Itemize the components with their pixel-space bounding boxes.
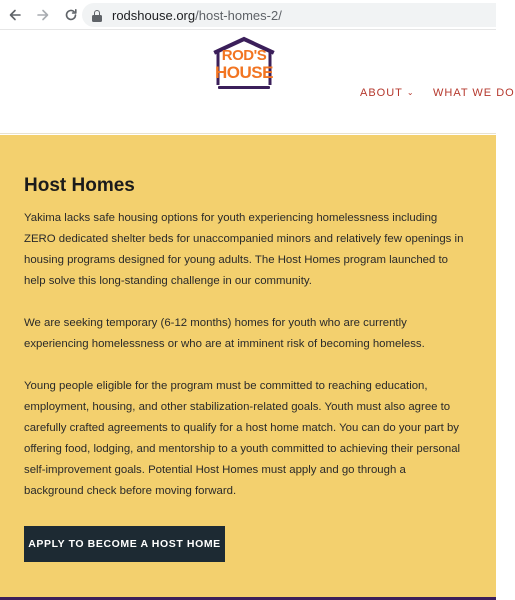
nav-item-about-label: ABOUT bbox=[360, 87, 403, 99]
address-bar[interactable] bbox=[82, 3, 496, 27]
intro-paragraph: Yakima lacks safe housing options for youth experiencing homelessness including ZERO dedicated shelter beds for unaccompanied minors and relatively few openings in housing programs designed for young adults. The Host Homes program launched to help solve this long-standing challenge in our community. bbox=[24, 212, 464, 287]
browser-toolbar bbox=[0, 0, 496, 30]
logo-text-line2: HOUSE bbox=[215, 63, 273, 82]
reload-button[interactable] bbox=[60, 4, 82, 26]
reload-icon bbox=[64, 8, 78, 22]
seeking-paragraph: We are seeking temporary (6-12 months) homes for youth who are currently experiencing homelessness or who are at imminent risk of becoming homeless. bbox=[24, 317, 425, 350]
nav-item-about[interactable] bbox=[360, 87, 415, 99]
url-domain: rodshouse.org bbox=[112, 7, 196, 23]
eligibility-paragraph: Young people eligible for the program must be committed to reaching education, employment, housing, and other stabilization-related goals. Youth must also agree to carefully crafted agreements to qualify for a host home match. You can do your part by offering food, lodging, and mentorship to a youth committed to achieving their personal self-improvement goals. Potential Host Homes must apply and go through a background check before moving forward. bbox=[24, 380, 461, 497]
site-header bbox=[0, 31, 515, 134]
arrow-left-icon bbox=[8, 8, 22, 22]
rods-house-logo[interactable] bbox=[212, 37, 276, 95]
logo-text-line1: ROD'S bbox=[221, 47, 267, 64]
host-homes-section bbox=[0, 135, 496, 597]
url-text bbox=[112, 8, 282, 23]
back-button[interactable] bbox=[4, 4, 26, 26]
apply-host-home-button[interactable]: APPLY TO BECOME A HOST HOME bbox=[24, 526, 225, 562]
arrow-right-icon bbox=[36, 8, 50, 22]
forward-button[interactable] bbox=[32, 4, 54, 26]
url-path: /host-homes-2/ bbox=[195, 7, 282, 23]
lock-icon bbox=[92, 10, 102, 21]
chevron-down-icon: ⌄ bbox=[406, 88, 415, 97]
nav-item-what-we-do[interactable] bbox=[433, 87, 515, 99]
nav-item-what-we-do-label: WHAT WE DO bbox=[433, 87, 515, 99]
logo-underline bbox=[218, 86, 270, 89]
page-title: Host Homes bbox=[24, 175, 135, 196]
